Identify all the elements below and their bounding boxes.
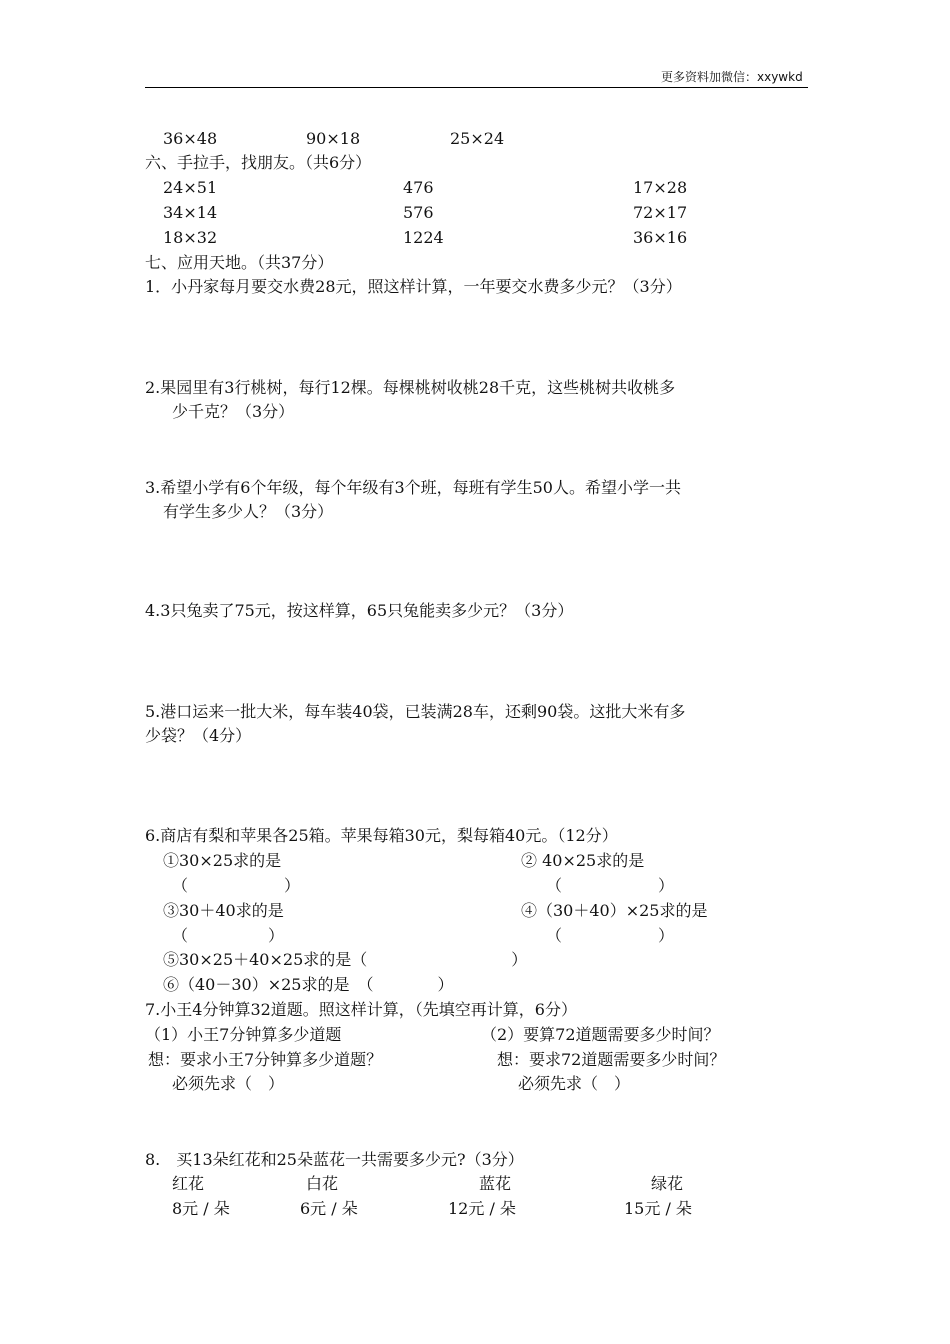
q7-first-1: 必须先求（ ）	[172, 1074, 285, 1093]
q6-item-6: ⑥（40－30）×25求的是 （ ）	[163, 975, 454, 994]
match-right: 36×16	[633, 228, 688, 247]
section-title: 六、手拉手，找朋友。（共6分）	[145, 153, 372, 172]
question-7: 7.小王4分钟算32道题。照这样计算，（先填空再计算，6分）	[145, 1000, 577, 1019]
q6-blank-2: （ ）	[546, 876, 675, 895]
flower-name: 白花	[306, 1174, 339, 1193]
header-note: 更多资料加微信：xxywkd	[661, 70, 803, 84]
q7-think-2: 想：要求72道题需要多少时间？	[497, 1050, 726, 1069]
match-left: 24×51	[163, 178, 218, 197]
match-left: 34×14	[163, 203, 218, 222]
q7-part-2: （2）要算72道题需要多少时间？	[481, 1025, 720, 1044]
q6-blank-1: （ ）	[172, 876, 301, 895]
q6-item-5: ⑤30×25＋40×25求的是（ ）	[163, 950, 528, 969]
q6-item-2: ② 40×25求的是	[521, 851, 645, 870]
match-middle: 576	[403, 203, 434, 222]
q7-part-1: （1）小王7分钟算多少道题	[145, 1025, 342, 1044]
q6-item-4: ④（30＋40）×25求的是	[521, 901, 708, 920]
flower-price: 15元 / 朵	[624, 1199, 692, 1218]
question-5-cont: 少袋？（4分）	[145, 726, 252, 745]
section-title: 七、应用天地。（共37分）	[145, 253, 334, 272]
question-6: 6.商店有梨和苹果各25箱。苹果每箱30元，梨每箱40元。（12分）	[145, 826, 618, 845]
calc-item: 36×48	[163, 129, 218, 148]
q6-blank-3: （ ）	[172, 926, 285, 945]
question-5: 5.港口运来一批大米，每车装40袋，已装满28车，还剩90袋。这批大米有多	[145, 702, 686, 721]
calc-item: 25×24	[450, 129, 505, 148]
flower-price: 12元 / 朵	[448, 1199, 516, 1218]
flower-price: 8元 / 朵	[172, 1199, 230, 1218]
q6-item-3: ③30＋40求的是	[163, 901, 284, 920]
flower-name: 红花	[172, 1174, 205, 1193]
question-8: 8. 买13朵红花和25朵蓝花一共需要多少元?（3分）	[145, 1150, 524, 1169]
question-3: 3.希望小学有6个年级，每个年级有3个班，每班有学生50人。希望小学一共	[145, 478, 681, 497]
match-left: 18×32	[163, 228, 218, 247]
q6-blank-4: （ ）	[546, 926, 675, 945]
q7-first-2: 必须先求（ ）	[518, 1074, 631, 1093]
flower-name: 蓝花	[479, 1174, 512, 1193]
q6-item-1: ①30×25求的是	[163, 851, 282, 870]
calc-item: 90×18	[306, 129, 361, 148]
match-right: 17×28	[633, 178, 688, 197]
flower-name: 绿花	[651, 1174, 684, 1193]
match-right: 72×17	[633, 203, 688, 222]
match-middle: 1224	[403, 228, 444, 247]
question-3-cont: 有学生多少人？（3分）	[163, 502, 334, 521]
question-1: 1．小丹家每月要交水费28元，照这样计算，一年要交水费多少元？（3分）	[145, 277, 682, 296]
header-rule	[145, 87, 808, 88]
flower-price: 6元 / 朵	[300, 1199, 358, 1218]
question-2: 2.果园里有3行桃树，每行12棵。每棵桃树收桃28千克，这些桃树共收桃多	[145, 378, 676, 397]
match-middle: 476	[403, 178, 434, 197]
q7-think-1: 想：要求小王7分钟算多少道题？	[148, 1050, 383, 1069]
question-4: 4.3只兔卖了75元，按这样算，65只兔能卖多少元？（3分）	[145, 601, 574, 620]
question-2-cont: 少千克？（3分）	[172, 402, 295, 421]
